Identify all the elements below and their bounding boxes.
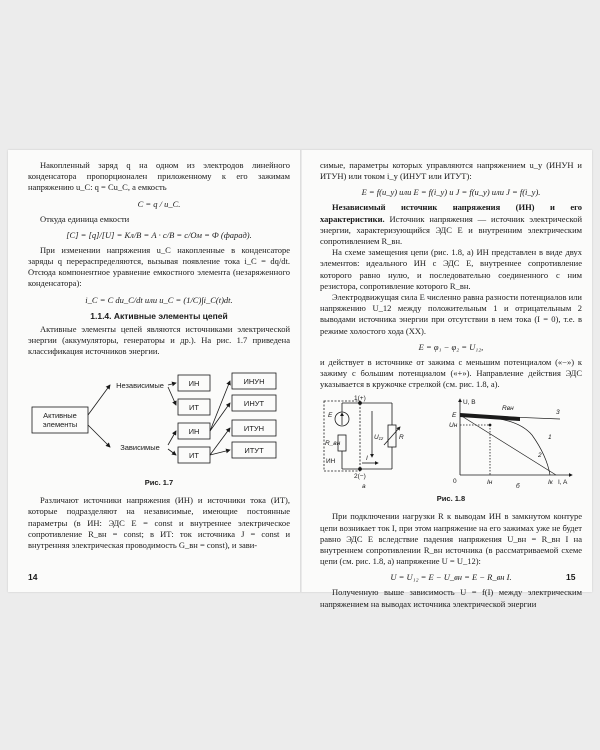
right-para-4: Электродвижущая сила E численно равна разности потенциалов или напряжению U_12 между положительным 1 и отрицательным 2 выводами источника энергии при отсутствии в нем тока (I = 0), т.е. в режиме холостого хода (XX).	[320, 292, 582, 336]
right-heading-bold: Независимый источник напряжения (ИН) и его характеристики.	[320, 202, 582, 224]
graph-ylabel: U, В	[463, 399, 476, 407]
rint-label: R_вн	[325, 440, 341, 448]
right-para-2	[320, 202, 582, 247]
graph-xlabel: I, A	[558, 479, 568, 487]
graph-sub: б	[516, 483, 520, 491]
book-gutter	[300, 150, 302, 592]
graph-rvn-label: Rвн	[502, 405, 514, 413]
graph-origin: 0	[453, 478, 457, 486]
itut-label: ИТУТ	[244, 446, 264, 456]
curve-3-label: 3	[556, 409, 560, 417]
node1-label: 1(+)	[354, 395, 366, 403]
left-page	[28, 160, 290, 551]
right-para-1: симые, параметры которых управляются напряжением u_y (ИНУН и ИТУН) или током i_y (ИНУТ или ИТУТ):	[320, 160, 582, 182]
in1-label: ИН	[188, 379, 200, 389]
curve-1-label: 1	[548, 434, 552, 442]
section-heading: 1.1.4. Активные элементы цепей	[90, 310, 228, 321]
fig-1-8-caption: Рис. 1.8	[436, 494, 466, 504]
root-label-1: Активные	[43, 411, 77, 421]
itun-label: ИТУН	[243, 424, 265, 434]
right-para-2-rest: Источник напряжения — источник электрической энергии, характеризующийся ЭДС E и внутренним электрическим сопротивлением R_вн.	[320, 213, 582, 247]
left-page-number: 14	[28, 572, 38, 582]
fig-1-7-caption: Рис. 1.7	[144, 478, 174, 488]
dependent-label: Зависимые	[120, 443, 160, 453]
left-para-1: Накопленный заряд q на одном из электродов линейного конденсатора пропорционален приложенному к его зажимам напряжению u_C: q = Cu_C, а емкость	[28, 160, 290, 193]
book-spread	[8, 150, 592, 609]
emf-label: E	[328, 412, 333, 420]
left-para-4: Активные элементы цепей являются источниками электрической энергии (аккумуляторы, генераторы и др.). На рис. 1.7 приведена классификация источников энергии.	[28, 323, 290, 357]
left-eq-1: C = q / u_C.	[137, 198, 181, 209]
right-page	[320, 160, 582, 610]
left-para-5: Различают источники напряжения (ИН) и источники тока (ИТ), которые подразделяют на независимые, имеющие постоянные параметры (в ИН: ЭДС E = const и внутреннее электрическое сопротивление R_вн = const; в ИТ: ток источника J = const и внутренняя электрическая проводимость G_вн = const), и зави-	[28, 495, 290, 551]
left-para-2: Откуда единица емкости	[40, 213, 130, 224]
right-eq-2: E = φ₁ − φ₂ = U₁₂,	[418, 341, 484, 352]
it2-label: ИТ	[189, 451, 199, 461]
left-eq-2: [C] = [q]/[U] = Кл/В = А · с/В = с/Ом = Ф (фарад).	[66, 229, 252, 240]
in2-label: ИН	[188, 427, 200, 437]
curve-2-label: 2	[538, 452, 542, 460]
circuit-schematic	[324, 401, 400, 471]
right-para-5: и действует в источнике от зажима с меньшим потенциалом («−») к зажиму с большим потенциалом («+»). Направление действия ЭДС указывается в кружочке стрелкой (см. рис. 1.8, а).	[320, 356, 582, 390]
vi-graph	[449, 399, 572, 490]
right-page-number: 15	[566, 572, 576, 582]
inun-label: ИНУН	[243, 377, 265, 387]
it1-label: ИТ	[189, 403, 199, 413]
right-para-3: На схеме замещения цепи (рис. 1.8, а) ИН представлен в виде двух элементов: идеального ИН с ЭДС E, внутреннее сопротивление которого равно нулю, и последовательно соединенного с ним резистора, сопротивление которого R_вн.	[320, 247, 582, 291]
load-label: R	[399, 434, 404, 442]
independent-label: Независимые	[116, 381, 164, 391]
circuit-sub: а	[362, 483, 366, 491]
left-para-3: При изменении напряжения u_C накопленные в конденсаторе заряды q перераспределяются, вызывая появление тока i_C = dq/dt. Отсюда компонентное уравнение емкостного элемента (незаряженного конденсатора):	[28, 244, 290, 289]
current-label: I	[366, 455, 368, 463]
figure-1-8	[320, 395, 582, 491]
u12-label: U₁₂	[374, 434, 384, 442]
inut-label: ИНУТ	[243, 399, 265, 409]
graph-in-label: Iн	[487, 479, 493, 487]
in-label: ИН	[326, 458, 336, 466]
root-label-2: элементы	[42, 420, 78, 430]
right-para-7: Полученную выше зависимость U = f(I) между электрическим напряжением на выводах источника электрической энергии	[320, 587, 582, 609]
classification-diagram	[28, 363, 290, 475]
node2-label: 2(−)	[354, 473, 366, 481]
left-eq-3: i_C = C du_C/dt или u_C = (1/C)∫i_C(t)dt.	[85, 294, 233, 305]
graph-un-label: Uн	[449, 422, 458, 430]
graph-ik-label: Iк	[548, 479, 553, 487]
graph-e-label: E	[452, 412, 457, 420]
right-eq-1: E = f(u_y) или E = f(i_y) и J = f(u_y) или J = f(i_y).	[361, 187, 541, 198]
right-para-6: При подключении нагрузки R к выводам ИН в замкнутом контуре цепи возникает ток I, при этом напряжение на его зажимах уже не будет равно ЭДС E вследствие падения напряжения U_вн = R_вн I на внутреннем сопротивлении R_вн источника (в рассматриваемой схеме цепи (см. рис. 1.8, а) напряжение U = U_12):	[320, 511, 582, 567]
right-eq-3: U = U₁₂ = E − U_вн = E − R_вн I.	[390, 572, 512, 583]
